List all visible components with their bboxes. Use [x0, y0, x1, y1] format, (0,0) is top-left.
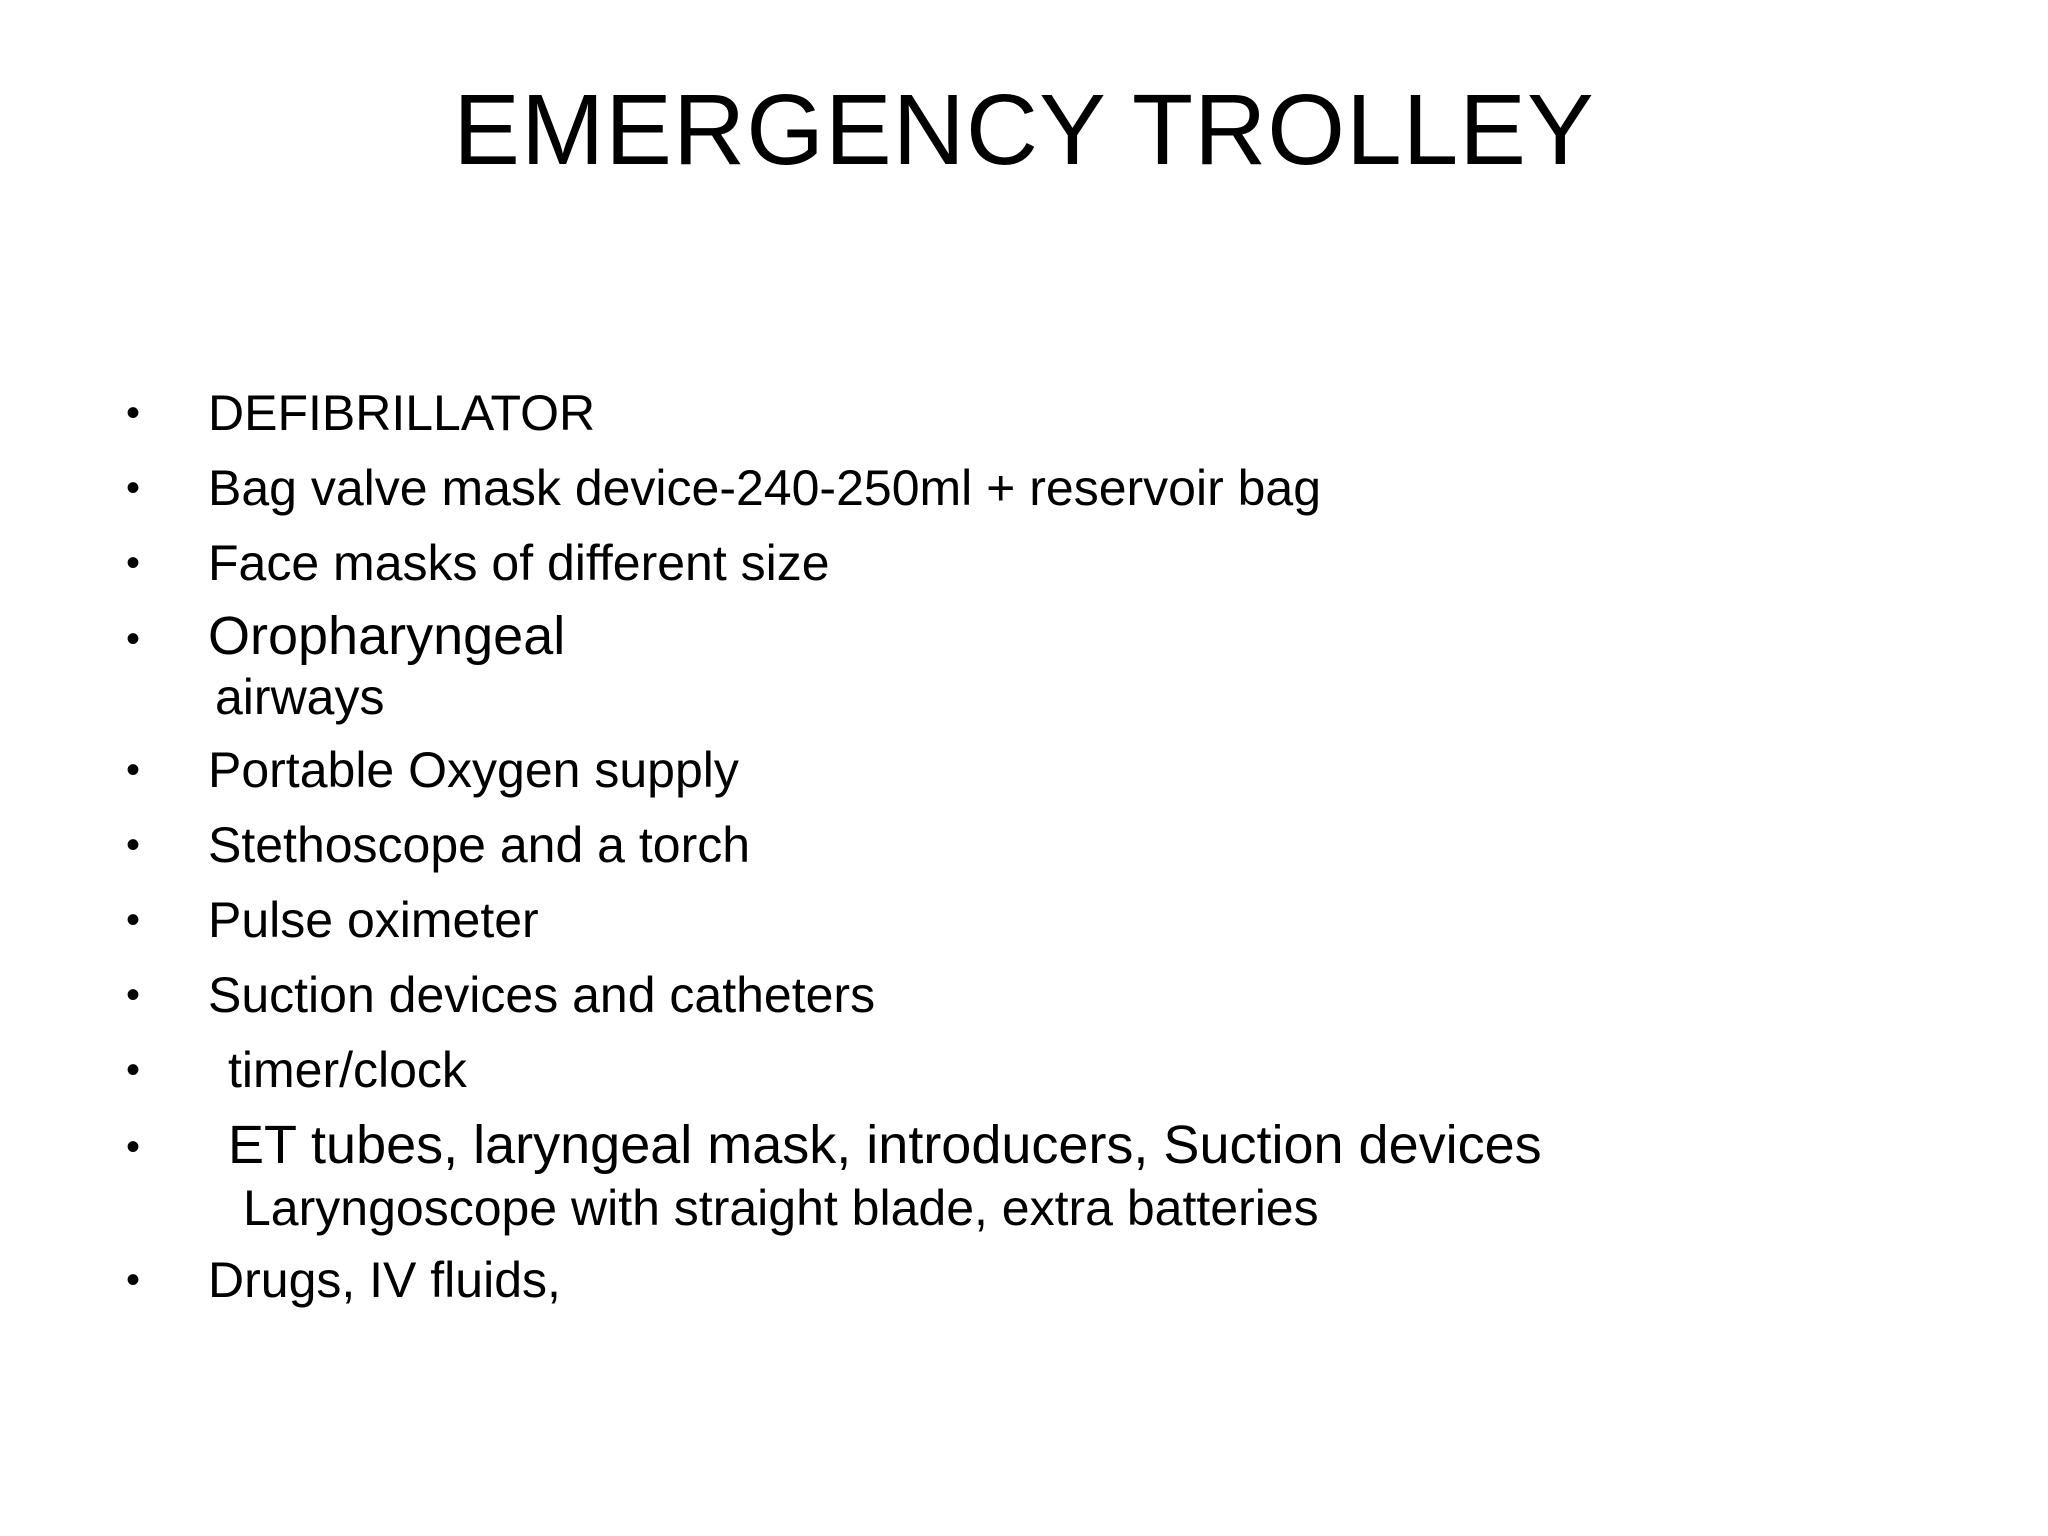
list-item-text: timer/clock [228, 1042, 467, 1098]
list-item-text: Oropharyngeal [208, 606, 566, 666]
list-item-continuation: Laryngoscope with straight blade, extra batteries [243, 1180, 1319, 1236]
list-item-text: ET tubes, laryngeal mask, introducers, Suction devices [228, 1115, 1542, 1175]
list-item-text: DEFIBRILLATOR [208, 385, 596, 441]
bullet-marker: • [126, 617, 141, 661]
bullet-marker: • [126, 973, 141, 1017]
list-item-text: Pulse oximeter [208, 892, 539, 948]
bullet-marker: • [126, 1048, 141, 1092]
list-item-text: Bag valve mask device-240-250ml + reservoir bag [208, 460, 1322, 516]
bullet-marker: • [126, 748, 141, 792]
bullet-marker: • [126, 541, 141, 585]
list-item-text: Portable Oxygen supply [208, 742, 739, 798]
bullet-marker: • [126, 1125, 141, 1169]
bullet-marker: • [126, 898, 141, 942]
list-item-text: Face masks of different size [208, 535, 830, 591]
list-item-text: Drugs, IV fluids, [208, 1252, 561, 1308]
list-item-continuation: airways [215, 669, 385, 725]
slide-title: EMERGENCY TROLLEY [453, 74, 1595, 186]
bullet-marker: • [126, 391, 141, 435]
bullet-marker: • [126, 823, 141, 867]
list-item-text: Suction devices and catheters [208, 967, 876, 1023]
bullet-marker: • [126, 466, 141, 510]
bullet-marker: • [126, 1258, 141, 1302]
list-item-text: Stethoscope and a torch [208, 817, 751, 873]
